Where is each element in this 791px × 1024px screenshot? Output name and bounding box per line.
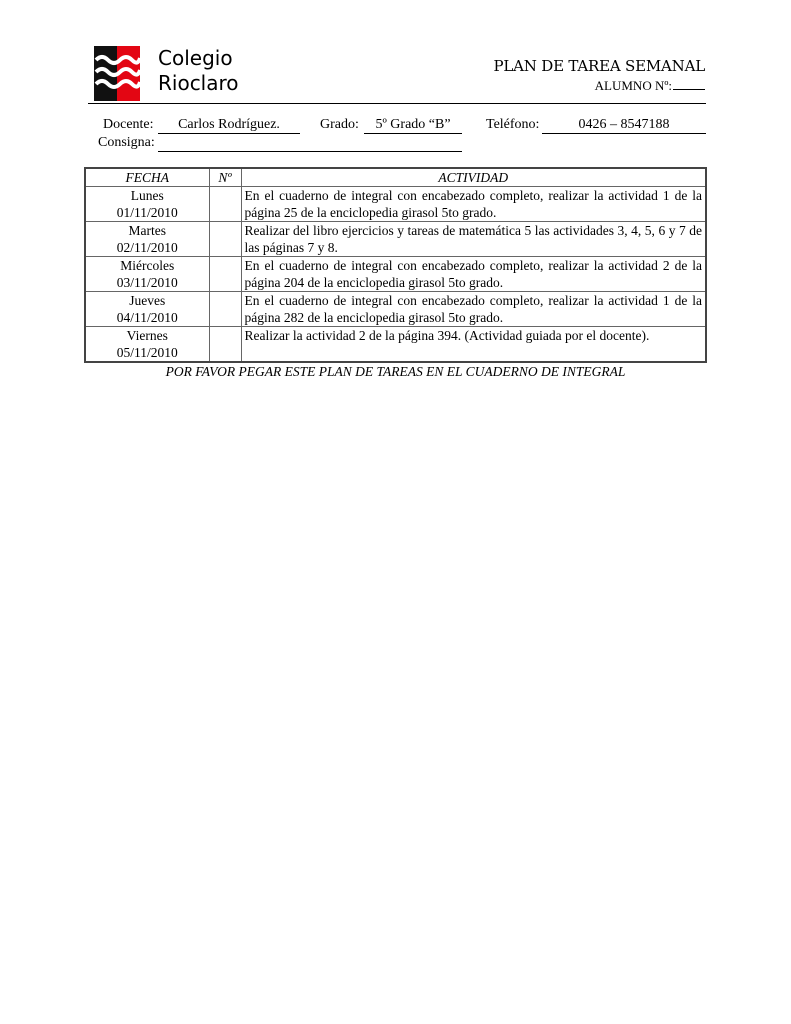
table-row	[85, 292, 706, 327]
date-value: 01/11/2010	[116, 205, 178, 220]
day-name: Lunes	[130, 188, 164, 203]
date-cell	[85, 222, 209, 257]
column-header-number: Nº	[209, 168, 241, 187]
student-number-label: ALUMNO Nº:	[594, 78, 672, 93]
number-cell	[209, 327, 241, 363]
table-header-row	[85, 168, 706, 187]
activity-cell: En el cuaderno de integral con encabezado completo, realizar la actividad 1 de la página 282 de la enciclopedia girasol 5to grado.	[241, 292, 706, 327]
day-name: Miércoles	[120, 258, 175, 273]
number-cell	[209, 257, 241, 292]
day-name: Jueves	[129, 293, 166, 308]
grade-label: Grado:	[320, 117, 359, 132]
table-row	[85, 257, 706, 292]
student-number-blank	[673, 79, 705, 90]
day-name: Viernes	[126, 328, 168, 343]
number-cell	[209, 187, 241, 222]
column-header-activity: ACTIVIDAD	[241, 168, 706, 187]
header-divider	[88, 103, 706, 104]
homework-table	[84, 167, 707, 363]
grade-value: 5º Grado “B”	[364, 117, 462, 134]
student-number-field	[595, 78, 705, 94]
number-cell	[209, 222, 241, 257]
activity-cell: Realizar del libro ejercicios y tareas de matemática 5 las actividades 3, 4, 5, 6 y 7 de las páginas 7 y 8.	[241, 222, 706, 257]
footer-note: POR FAVOR PEGAR ESTE PLAN DE TAREAS EN EL CUADERNO DE INTEGRAL	[165, 364, 626, 379]
page-title: PLAN DE TAREA SEMANAL	[493, 57, 705, 75]
teacher-label: Docente:	[103, 117, 154, 132]
date-cell	[85, 292, 209, 327]
table-row	[85, 187, 706, 222]
activity-cell: En el cuaderno de integral con encabezado completo, realizar la actividad 2 de la página 204 de la enciclopedia girasol 5to grado.	[241, 257, 706, 292]
date-value: 04/11/2010	[116, 310, 178, 325]
column-header-date: FECHA	[85, 168, 209, 187]
school-name-line2: Rioclaro	[158, 71, 239, 95]
activity-cell: Realizar la actividad 2 de la página 394. (Actividad guiada por el docente).	[241, 327, 706, 363]
number-cell	[209, 292, 241, 327]
phone-value: 0426 – 8547188	[542, 117, 706, 134]
date-value: 03/11/2010	[116, 275, 178, 290]
date-cell	[85, 327, 209, 363]
activity-cell: En el cuaderno de integral con encabezado completo, realizar la actividad 1 de la página 25 de la enciclopedia girasol 5to grado.	[241, 187, 706, 222]
school-logo-icon	[94, 46, 140, 101]
date-cell	[85, 257, 209, 292]
table-row	[85, 222, 706, 257]
instruction-value	[158, 135, 462, 152]
teacher-value: Carlos Rodríguez.	[158, 117, 300, 134]
day-name: Martes	[128, 223, 166, 238]
school-name-line1: Colegio	[158, 46, 233, 70]
date-value: 05/11/2010	[116, 345, 178, 360]
date-cell	[85, 187, 209, 222]
instruction-label: Consigna:	[98, 135, 155, 150]
date-value: 02/11/2010	[116, 240, 178, 255]
school-name	[158, 46, 239, 96]
table-row	[85, 327, 706, 363]
phone-label: Teléfono:	[486, 117, 540, 132]
